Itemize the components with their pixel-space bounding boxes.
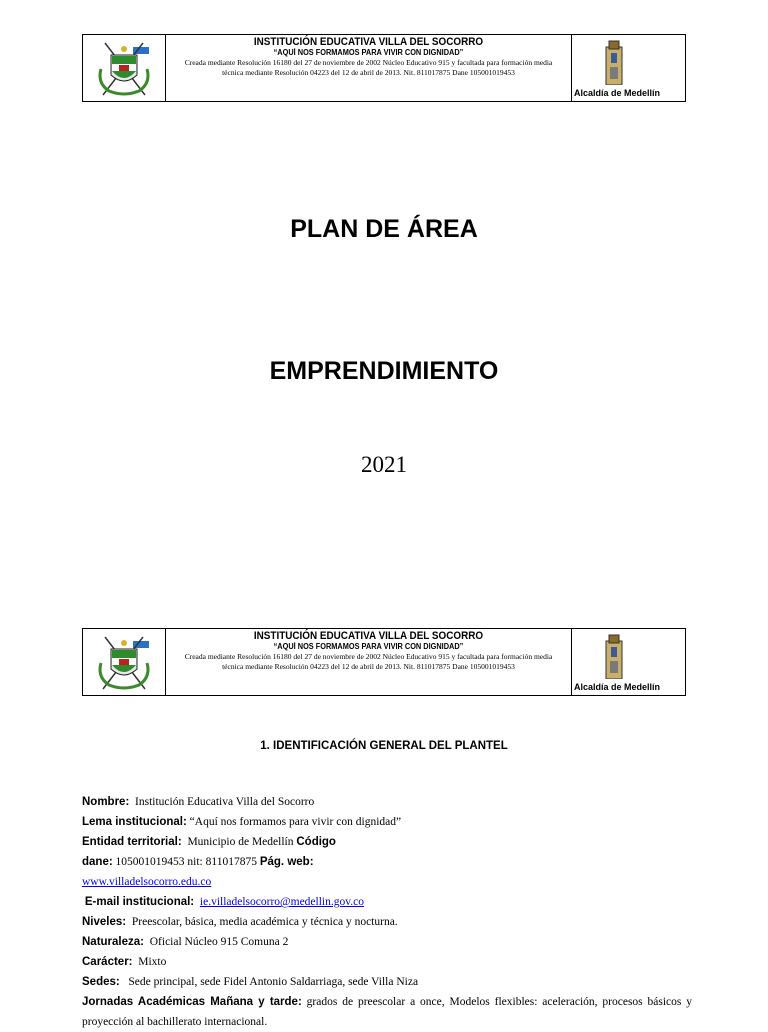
institution-name: INSTITUCIÓN EDUCATIVA VILLA DEL SOCORRO xyxy=(253,36,484,48)
email-label: E-mail institucional: xyxy=(84,896,195,908)
crest-cell xyxy=(83,35,166,101)
resolution-line-2: técnica mediante Resolución 04223 del 12 de abril de 2013. Nit. 811017875 Dane 105001019453 xyxy=(222,68,515,77)
lema-label: Lema institucional: xyxy=(82,816,187,828)
naturaleza-label: Naturaleza: xyxy=(82,936,144,948)
naturaleza-value: Oficial Núcleo 915 Comuna 2 xyxy=(149,936,289,948)
resolution-text xyxy=(166,58,571,78)
email-link[interactable]: ie.villadelsocorro@medellin.gov.co xyxy=(199,896,364,908)
info-nombre xyxy=(82,792,692,812)
resolution-line-2: técnica mediante Resolución 04223 del 12 de abril de 2013. Nit. 811017875 Dane 105001019453 xyxy=(222,662,515,671)
caracter-label: Carácter: xyxy=(82,956,133,968)
institution-motto: “AQUÍ NOS FORMAMOS PARA VIVIR CON DIGNIDAD” xyxy=(273,642,464,651)
nombre-label: Nombre: xyxy=(82,796,130,808)
alcaldia-label: Alcaldía de Medellín xyxy=(574,682,661,692)
alcaldia-cell xyxy=(572,35,685,101)
school-crest-icon xyxy=(93,39,155,97)
info-email xyxy=(82,892,692,912)
plan-title: PLAN DE ÁREA xyxy=(290,215,478,243)
info-niveles xyxy=(82,912,692,932)
info-lema xyxy=(82,812,692,832)
info-web xyxy=(82,872,692,892)
crest-cell xyxy=(83,629,166,695)
dane-value: 105001019453 nit: 811017875 xyxy=(115,856,257,868)
institution-motto: “AQUÍ NOS FORMAMOS PARA VIVIR CON DIGNIDAD” xyxy=(273,48,464,57)
info-sedes xyxy=(82,972,692,992)
info-caracter xyxy=(82,952,692,972)
jornadas-label: Jornadas Académicas Mañana y tarde: xyxy=(82,996,302,1008)
plan-year: 2021 xyxy=(361,452,407,477)
nombre-value: Institución Educativa Villa del Socorro xyxy=(135,796,315,808)
website-link[interactable]: www.villadelsocorro.edu.co xyxy=(82,876,212,888)
sedes-label: Sedes: xyxy=(82,976,120,988)
niveles-label: Niveles: xyxy=(82,916,127,928)
section-heading: 1. IDENTIFICACIÓN GENERAL DEL PLANTEL xyxy=(260,740,508,752)
info-jornadas xyxy=(82,992,692,1032)
medellin-tower-icon xyxy=(603,39,625,85)
resolution-line-1: Creada mediante Resolución 16180 del 27 de noviembre de 2002 Núcleo Educativo 915 y facultada para formación media xyxy=(184,652,553,661)
info-naturaleza xyxy=(82,932,692,952)
resolution-text xyxy=(166,652,571,672)
subject-title: EMPRENDIMIENTO xyxy=(269,357,499,385)
niveles-value: Preescolar, básica, media académica y técnica y nocturna. xyxy=(131,916,398,928)
alcaldia-cell xyxy=(572,629,685,695)
alcaldia-label: Alcaldía de Medellín xyxy=(574,88,661,98)
letterhead-text xyxy=(166,629,572,695)
school-info xyxy=(82,792,692,1032)
info-entidad xyxy=(82,832,692,852)
dane-label: dane: xyxy=(82,856,113,868)
sedes-value: Sede principal, sede Fidel Antonio Saldarriaga, sede Villa Niza xyxy=(128,976,419,988)
entidad-value: Municipio de Medellín xyxy=(187,836,294,848)
lema-value: “Aquí nos formamos para vivir con dignidad” xyxy=(189,816,402,828)
letterhead-text xyxy=(166,35,572,101)
resolution-line-1: Creada mediante Resolución 16180 del 27 de noviembre de 2002 Núcleo Educativo 915 y facultada para formación media xyxy=(184,58,553,67)
letterhead-top xyxy=(82,34,686,102)
institution-name: INSTITUCIÓN EDUCATIVA VILLA DEL SOCORRO xyxy=(253,630,484,642)
codigo-label: Código xyxy=(296,836,336,848)
medellin-tower-icon xyxy=(603,633,625,679)
jornadas-value: grados de preescolar a once, Modelos flexibles: aceleración, procesos básicos y proyección al bachillerato internacional. xyxy=(82,996,692,1028)
web-label: Pág. web: xyxy=(259,856,314,868)
entidad-label: Entidad territorial: xyxy=(82,836,182,848)
info-dane xyxy=(82,852,692,872)
school-crest-icon xyxy=(93,633,155,691)
caracter-value: Mixto xyxy=(138,956,167,968)
letterhead-page-2 xyxy=(82,628,686,696)
